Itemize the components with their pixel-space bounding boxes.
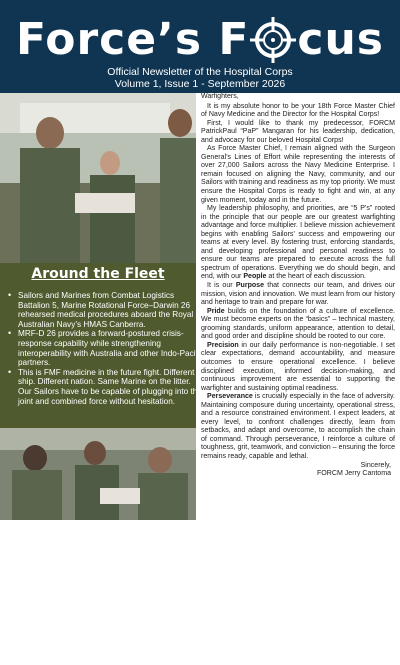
paragraph-text: that connects our team, and drives our mission, vision and innovation. We must learn from our history and heritage to train and prepare for war. [201, 282, 395, 307]
keyword-pride: Pride [207, 307, 225, 315]
top-photo [0, 93, 196, 263]
subtitle-line-2: Volume 1, Issue 1 - September 2026 [114, 78, 286, 90]
subtitle-line-1: Official Newsletter of the Hospital Corps [107, 66, 293, 78]
top-photo-illustration [0, 93, 196, 263]
letter-paragraph: First, I would like to thank my predecessor, FORCM PatrickPaul “PaP” Mangaran for his leadership, dedication, and advocacy for our beloved Hospital Corps! [201, 119, 395, 144]
paragraph-text: in our daily performance is non-negotiable. I set clear expectations, demand accountability, and measure outcomes to ensure operational excellence. I believe disciplined execution, informed decision-making, and continuous improvement are essential to supporting the warfighter and sustaining optimal readiness. [201, 341, 395, 392]
paragraph-text: My leadership philosophy, and priorities, are “5 P’s” rooted in the principle that our people are our greatest warfighting advantage and force multiplier. I believe mission achievement begins with enabling Sailors’ success and empowering our teams at every level. By fostering trust, enforcing standards, and developing professional and personal readiness to ensure our teams are prepared to execute across the full spectrum of operations. Everything we do should begin, and end, with our [201, 205, 395, 281]
keyword-precision: Precision [207, 341, 239, 349]
newsletter-title [0, 8, 400, 68]
keyword-purpose: Purpose [235, 282, 265, 290]
letter-paragraph [201, 342, 395, 393]
title-left: Force’s F [15, 14, 250, 65]
paragraph-text: is crucially especially in the face of adversity. Maintaining composure during uncertainty, operational stress, and a resource constrained environment. I expect leaders, at every level, to confront challenges directly, learn from setbacks, and adapt and overcome, to accomplish the chain of command. Through perseverance, I reinforce a culture of toughness, grit, teamwork, and conviction – ensuring the force remains ready, capable and lethal. [201, 393, 395, 460]
photo-caption: Below: HM3 Damara Wright, center, with Combat Logistics Battalion 5, Marine Rotational Force – Darwin 26 explains how a blood type test kit can be used to determine a patient’s blood type. [5, 641, 190, 664]
paragraph-text: at the heart of each discussion. [268, 273, 366, 281]
masthead-subtitle [0, 66, 400, 90]
around-the-fleet-panel [0, 263, 204, 664]
signature: FORCM Jerry Cantoma [316, 470, 391, 478]
paragraph-text: It is our [207, 282, 233, 290]
letter-column [201, 93, 395, 520]
signature-block [201, 462, 395, 480]
paragraph-text: builds on the foundation of a culture of excellence. We must become experts on the “basics” – technical mastery, grooming standards, uniform appearance, attention to detail, and good order and discipline should be rooted to our core. [201, 307, 395, 341]
salutation: Warfighters, [201, 93, 239, 100]
letter-paragraph [201, 308, 395, 342]
bullet-list [6, 291, 204, 406]
letter-paragraph: As Force Master Chief, I remain aligned with the Surgeon General’s Lines of Effort while representing the interests of over 27,000 Sailors across the Navy Medicine Enterprise. I remain focused on aligning the Navy, community, and our Sailors with training and readiness as my top priority. We must ensure the Hospital Corps is ready to fight and win, at any given moment, today and in the future. [201, 145, 395, 204]
crosshair-icon [250, 17, 296, 63]
letter-paragraph: It is my absolute honor to be your 18th Force Master Chief of Navy Medicine and the Director for the Hospital Corps! [201, 102, 395, 119]
masthead [0, 0, 400, 93]
letter-paragraph [201, 393, 395, 461]
letter-paragraph [201, 205, 395, 282]
keyword-people: People [243, 273, 267, 281]
closing: Sincerely, [360, 461, 391, 469]
bullet-item: • This is FMF medicine in the future fight. Different ship. Different nation. Same Marine on the litter. Our Sailors have to be capable of plugging into the joint and combined force without hesitation. [18, 368, 204, 406]
bullet-item: • MRF-D 26 provides a forward-postured crisis-response capability while strengthening interoperability with Australia and other Indo-Pacific partners. [18, 329, 204, 367]
letter-paragraph [201, 282, 395, 308]
bottom-photo [0, 428, 196, 520]
title-right: cus [297, 14, 384, 65]
keyword-perseverance: Perseverance [207, 393, 253, 401]
bottom-photo-illustration [0, 428, 196, 520]
sidebar-title: Around the Fleet [31, 266, 165, 282]
bullet-item: • Sailors and Marines from Combat Logistics Battalion 5, Marine Rotational Force–Darwin 26 rehearsed medical procedures aboard the Royal Australian Navy’s HMAS Canberra. [18, 291, 204, 329]
